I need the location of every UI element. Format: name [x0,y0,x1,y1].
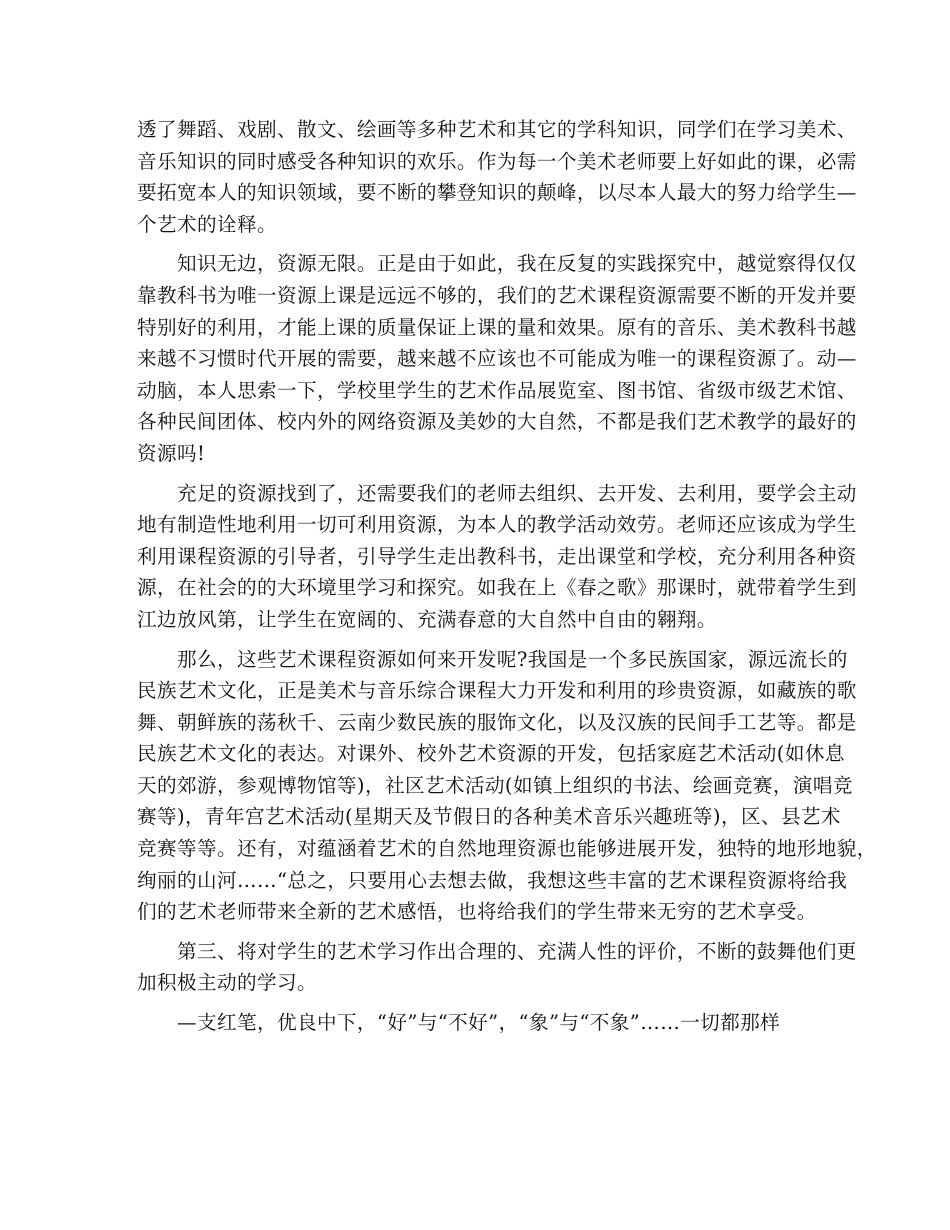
text-line: 源，在社会的的大环境里学习和探究。如我在上《春之歌》那课时，就带着学生到 [137,576,857,600]
paragraph-gap [137,470,817,478]
text-line: 个艺术的诠释。 [137,212,277,236]
text-line: 充足的资源找到了，还需要我们的老师去组织、去开发、去利用，要学会主动 [137,481,857,505]
text-line: 要拓宽本人的知识领域，要不断的攀登知识的颠峰，以尽本人最大的努力给学生— [137,181,857,205]
text-line: 民族艺术文化的表达。对课外、校外艺术资源的开发，包括家庭艺术活动(如休息 [137,742,845,766]
paragraph-gap [137,636,817,644]
text-line: 民族艺术文化，正是美术与音乐综合课程大力开发和利用的珍贵资源，如藏族的歌 [137,679,857,703]
text-line: 天的郊游，参观博物馆等)，社区艺术活动(如镇上组织的书法、绘画竞赛，演唱竞 [137,773,853,797]
text-line: 资源吗! [137,441,206,465]
text-line: 加积极主动的学习。 [137,971,317,995]
text-line: 绚丽的山河……“总之，只要用心去想去做，我想这些丰富的艺术课程资源将给我 [137,868,848,892]
text-line: 竞赛等等。还有，对蕴涵着艺术的自然地理资源也能够进展开发，独特的地形地貌， [137,837,877,861]
text-line: 动脑，本人思索一下，学校里学生的艺术作品展览室、图书馆、省级市级艺术馆、 [137,378,857,402]
text-line: 靠教科书为唯一资源上课是远远不够的，我们的艺术课程资源需要不断的开发并要 [137,283,857,307]
text-line: 第三、将对学生的艺术学习作出合理的、充满人性的评价，不断的鼓舞他们更 [137,939,857,963]
text-line: 赛等)，青年宫艺术活动(星期天及节假日的各种美术音乐兴趣班等)，区、县艺术 [137,805,841,829]
paragraph-gap [137,928,817,936]
text-line: 知识无边，资源无限。正是由于如此，我在反复的实践探究中，越觉察得仅仅 [137,252,857,276]
text-line: —支红笔，优良中下，“好”与“不好”，“象”与“不象”……一切都那样 [137,1011,781,1035]
text-line: 音乐知识的同时感受各种知识的欢乐。作为每一个美术老师要上好如此的课，必需 [137,149,857,173]
text-line: 舞、朝鲜族的荡秋千、云南少数民族的服饰文化，以及汉族的民间手工艺等。都是 [137,710,857,734]
text-line: 江边放风第，让学生在宽阔的、充满春意的大自然中自由的翱翔。 [137,607,717,631]
text-line: 来越不习惯时代开展的需要，越来越不应该也不可能成为唯一的课程资源了。动— [137,347,857,371]
text-line: 们的艺术老师带来全新的艺术感悟，也将给我们的学生带来无穷的艺术享受。 [137,900,817,924]
text-line: 各种民间团体、校内外的网络资源及美妙的大自然，不都是我们艺术教学的最好的 [137,410,857,434]
text-line: 那么，这些艺术课程资源如何来开发呢?我国是一个多民族国家，源远流长的 [137,647,848,671]
paragraph-gap [137,999,817,1007]
paragraph-gap [137,240,817,248]
text-line: 地有制造性地利用一切可利用资源，为本人的教学活动效劳。老师还应该成为学生 [137,513,857,537]
text-line: 特别好的利用，才能上课的质量保证上课的量和效果。原有的音乐、美术教科书越 [137,315,857,339]
text-line: 透了舞蹈、戏剧、散文、绘画等多种艺术和其它的学科知识，同学们在学习美术、 [137,118,857,141]
body-text [137,114,877,1039]
text-line: 利用课程资源的引导者，引导学生走出教科书，走出课堂和学校，充分利用各种资 [137,544,857,568]
